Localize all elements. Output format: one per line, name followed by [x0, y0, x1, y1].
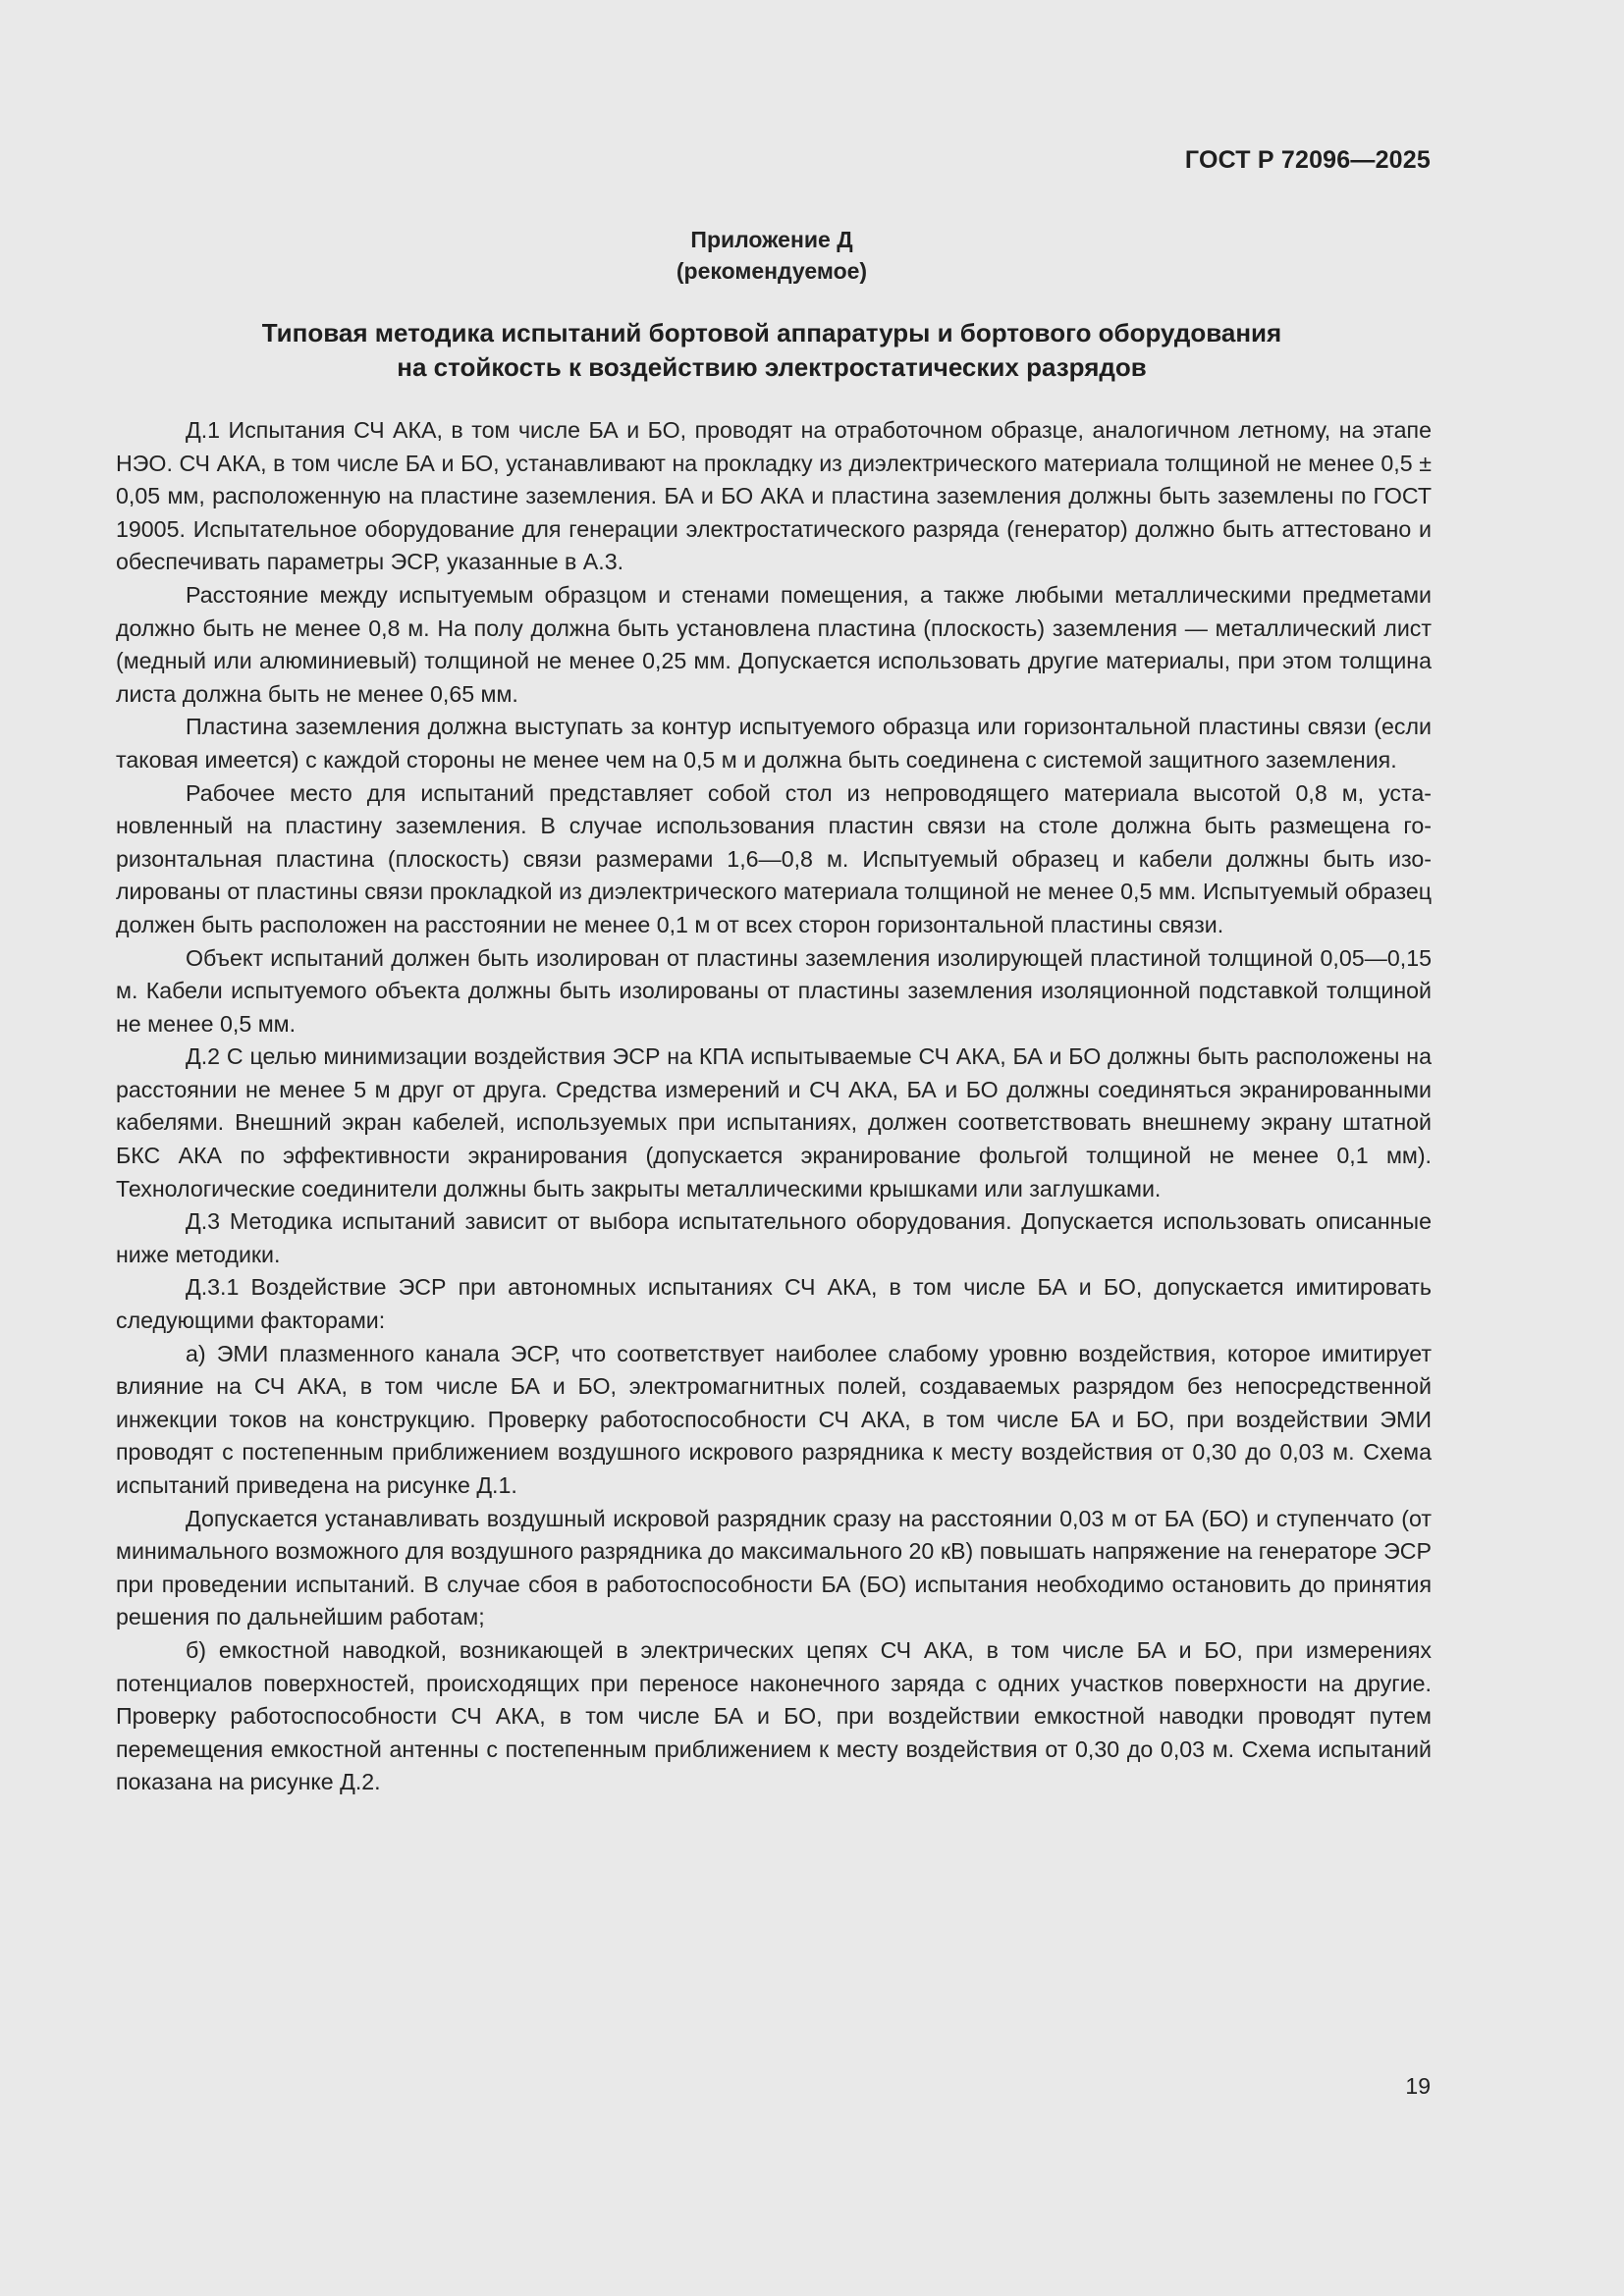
paragraph-d3-1: Д.3.1 Воздействие ЭСР при автономных испытаниях СЧ АКА, в том числе БА и БО, допускается имитировать следующими факторами:: [116, 1274, 1432, 1334]
paragraph-d1: Д.1 Испытания СЧ АКА, в том числе БА и БО, проводят на отработочном образце, аналогичном летному, на этапе НЭО. СЧ АКА, в том числе БА и БО, устанавливают на прокладку из диэлектрического материала толщиной не менее 0,5 ± 0,05 мм, расположенную на пластине заземления. БА и БО АКА и пластина заземления должны быть заземлены по ГОСТ 19005. Испытательное оборудование для генерации электростатического разряда (генератор) должно быть аттестовано и обеспечивать параметры ЭСР, указанные в А.3.: [116, 417, 1432, 575]
appendix-heading: [0, 224, 1543, 287]
paragraph-distance: Расстояние между испытуемым образцом и стенами помещения, а также любыми металлическими предметами должно быть не менее 0,8 м. На полу должна быть установлена пластина (плоскость) заземления — металлический лист (медный или алюминиевый) толщиной не менее 0,25 мм. Допускается использовать другие материалы, при этом толщина листа должна быть не менее 0,65 мм.: [116, 581, 1432, 707]
paragraph-d2: Д.2 С целью минимизации воздействия ЭСР на КПА испытываемые СЧ АКА, БА и БО должны быть расположены на расстоянии не менее 5 м друг от друга. Средства измерений и СЧ АКА, БА и БО должны соединяться экранированными кабелями. Внешний экран кабелей, используемых при испытаниях, должен соответствовать внешнему экрану штатной БКС АКА по эффективности экранирования (допускается экранирование фольгой толщиной не менее 0,1 мм). Технологические соединители должны быть закрыты металлическими крышками или заглушками.: [116, 1043, 1432, 1201]
appendix-status: (рекомендуемое): [676, 258, 868, 284]
page-number: 19: [1405, 2073, 1431, 2099]
section-title-line-1: Типовая методика испытаний бортовой аппаратуры и бортового оборудования: [261, 318, 1282, 347]
standard-number: ГОСТ Р 72096—2025: [1184, 146, 1431, 174]
paragraph-d3: Д.3 Методика испытаний зависит от выбора испытательного оборудования. Допускается использовать описанные ниже методики.: [116, 1208, 1432, 1267]
body-text: [116, 414, 1432, 1799]
paragraph-item-a: а) ЭМИ плазменного канала ЭСР, что соответствует наиболее слабому уровню воздействия, которое имитирует влияние на СЧ АКА, в том числе БА и БО, электромагнитных полей, создаваемых разрядом без непосредственной инжекции токов на конструкцию. Проверку работоспособности СЧ АКА, в том числе БА и БО, при воздействии ЭМИ проводят с постепенным приближением воздушного искрового разрядника к месту воздействия от 0,30 до 0,03 м. Схема испытаний приведена на рисунке Д.1.: [116, 1340, 1432, 1498]
paragraph-workplace: Рабочее место для испытаний представляет собой стол из непроводящего материала высотой 0,8 м, установленный на пластину заземления. В случае использования пластин связи на столе должна быть размещена горизонтальная пластина (плоскость) связи размерами 1,6—0,8 м. Испытуемый образец и кабели должны быть изолированы от пластины связи прокладкой из диэлектрического материала толщиной не менее 0,5 мм. Испытуемый образец должен быть расположен на расстоянии не менее 0,1 м от всех сторон горизонтальной пластины связи.: [116, 779, 1432, 937]
paragraph-item-b: б) емкостной наводкой, возникающей в электрических цепях СЧ АКА, в том числе БА и БО, при измерениях потенциалов поверхностей, происходящих при переносе наконечного заряда с одних участков поверхности на другие. Проверку работоспособности СЧ АКА, в том числе БА и БО, при воздействии емкостной наводки проводят путем перемещения емкостной антенны с постепенным приближением к месту воздействия от 0,30 до 0,03 м. Схема испытаний показана на рисунке Д.2.: [116, 1636, 1432, 1795]
paragraph-isolation: Объект испытаний должен быть изолирован от пластины заземления изолирующей пластиной толщиной 0,05—0,15 м. Кабели испытуемого объекта должны быть изолированы от пластины заземления изоляционной подставкой толщиной не менее 0,5 мм.: [116, 944, 1432, 1037]
paragraph-ground-plate: Пластина заземления должна выступать за контур испытуемого образца или горизонтальной пластины связи (если таковая имеется) с каждой стороны не менее чем на 0,5 м и должна быть соединена с системой защитного заземления.: [116, 714, 1432, 773]
paragraph-spark-gap: Допускается устанавливать воздушный искровой разрядник сразу на расстоянии 0,03 м от БА (БО) и ступенчато (от минимального возможного для воздушного разрядника до максимального 20 кВ) повышать напряжение на генераторе ЭСР при проведении испытаний. В случае сбоя в работоспособности БА (БО) испытания необходимо остановить до принятия решения по дальнейшим работам;: [116, 1505, 1432, 1630]
section-title: [196, 316, 1347, 385]
section-title-line-2: на стойкость к воздействию электростатических разрядов: [397, 352, 1147, 382]
appendix-label: Приложение Д: [690, 227, 853, 252]
